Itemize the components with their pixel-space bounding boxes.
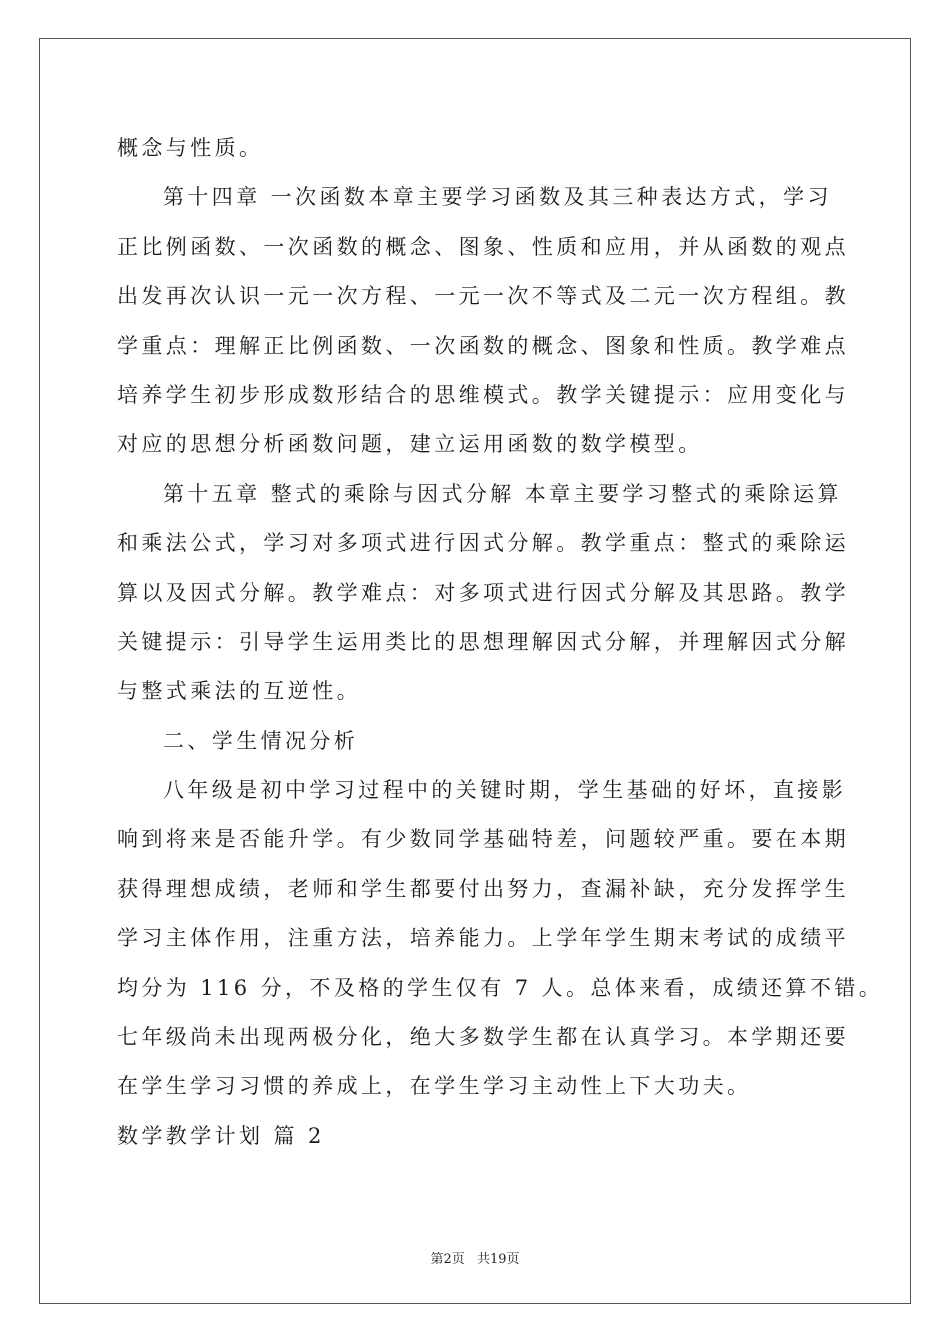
text-line: 与整式乘法的互逆性。	[117, 679, 361, 704]
text-line: 均分为 116 分，不及格的学生仅有 7 人。总体来看，成绩还算不错。	[117, 975, 884, 1000]
text-line: 学习主体作用，注重方法，培养能力。上学年学生期末考试的成绩平	[117, 926, 849, 951]
document-title: 数学教学计划 篇 2	[117, 1123, 325, 1148]
text-line: 学重点：理解正比例函数、一次函数的概念、图象和性质。教学难点	[117, 333, 849, 358]
text-line: 正比例函数、一次函数的概念、图象、性质和应用，并从函数的观点	[117, 234, 849, 259]
page-number: 第2页	[430, 1252, 465, 1267]
page-footer	[0, 1248, 950, 1267]
text-line: 八年级是初中学习过程中的关键时期，学生基础的好坏，直接影	[163, 778, 847, 803]
text-line: 出发再次认识一元一次方程、一元一次不等式及二元一次方程组。教	[117, 284, 849, 309]
text-line: 算以及因式分解。教学难点：对多项式进行因式分解及其思路。教学	[117, 580, 849, 605]
text-line: 七年级尚未出现两极分化，绝大多数学生都在认真学习。本学期还要	[117, 1025, 849, 1050]
text-line: 响到将来是否能升学。有少数同学基础特差，问题较严重。要在本期	[117, 827, 849, 852]
document-body	[117, 124, 884, 1161]
text-line: 概念与性质。	[117, 136, 264, 160]
page-total: 共19页	[476, 1252, 520, 1267]
text-line: 和乘法公式，学习对多项式进行因式分解。教学重点：整式的乘除运	[117, 531, 849, 556]
text-line: 培养学生初步形成数形结合的思维模式。教学关键提示：应用变化与	[117, 382, 849, 407]
text-line: 第十四章 一次函数本章主要学习函数及其三种表达方式，学习	[163, 185, 832, 210]
text-line: 对应的思想分析函数问题，建立运用函数的数学模型。	[117, 432, 703, 457]
text-line: 第十五章 整式的乘除与因式分解 本章主要学习整式的乘除运算	[163, 481, 842, 506]
text-line: 获得理想成绩，老师和学生都要付出努力，查漏补缺，充分发挥学生	[117, 876, 849, 901]
text-line: 在学生学习习惯的养成上，在学生学习主动性上下大功夫。	[117, 1074, 752, 1099]
text-line: 关键提示：引导学生运用类比的思想理解因式分解，并理解因式分解	[117, 629, 849, 654]
section-heading: 二、学生情况分析	[163, 728, 359, 753]
